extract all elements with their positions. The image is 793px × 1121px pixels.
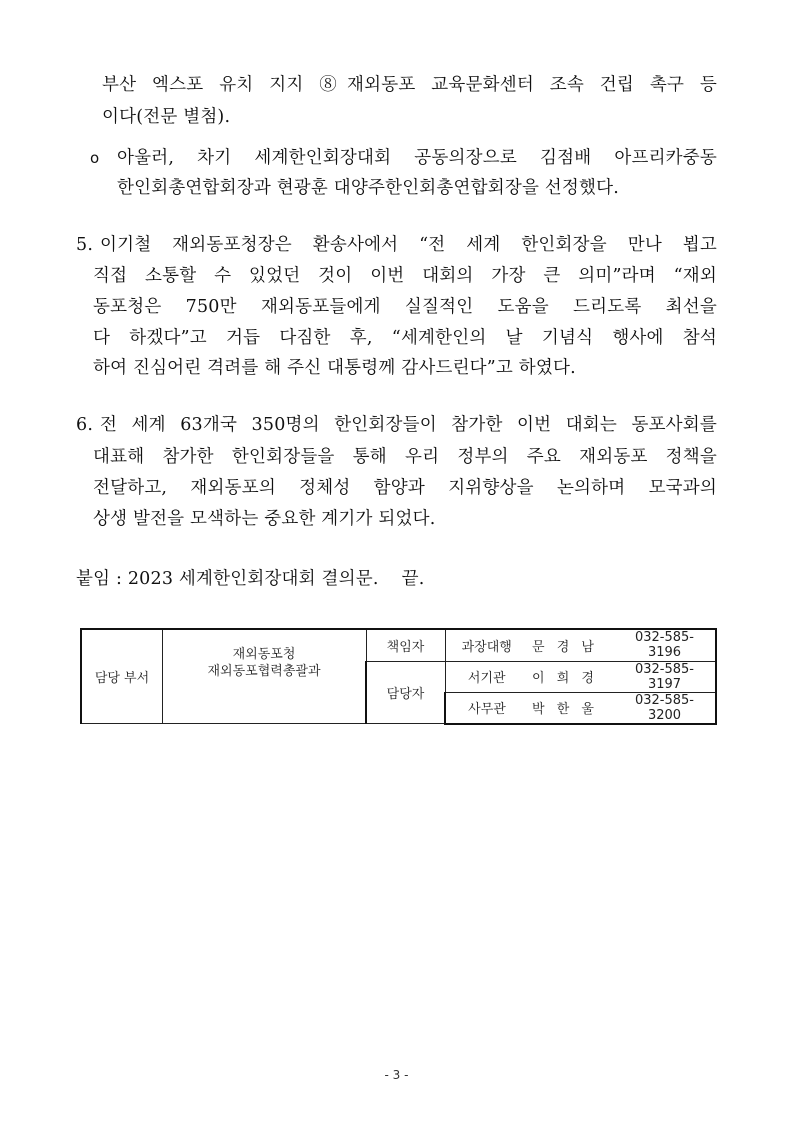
person-name: 이 희 경 bbox=[524, 661, 606, 692]
person-name: 박 한 울 bbox=[524, 692, 606, 724]
item-line: 동포청은 750만 재외동포들에게 실질적인 도움을 드리도록 최선을 bbox=[93, 297, 717, 317]
item-number: 6. bbox=[76, 415, 94, 435]
bullet-marker: o bbox=[90, 149, 100, 167]
item-line: 전달하고, 재외동포의 정체성 함양과 지위향상을 논의하며 모국과의 bbox=[93, 478, 717, 498]
item-line: 하여 진심어린 격려를 해 주신 대통령께 감사드린다”고 하였다. bbox=[93, 358, 576, 378]
dept-agency: 재외동포청 bbox=[232, 647, 296, 662]
position: 서기관 bbox=[445, 661, 524, 692]
position: 과장대행 bbox=[445, 629, 524, 661]
dept-division: 재외동포협력총괄과 bbox=[207, 664, 321, 679]
person-name: 문 경 남 bbox=[524, 629, 606, 661]
paragraph-line: 이다(전문 별첨). bbox=[102, 107, 231, 127]
staff-label: 담당자 bbox=[366, 661, 445, 724]
paragraph-line: 부산 엑스포 유치 지지 ⑧재외동포 교육문화센터 조속 건립 촉구 등 bbox=[102, 75, 717, 95]
position: 사무관 bbox=[445, 692, 524, 724]
phone-number: 032-585-3197 bbox=[606, 661, 716, 692]
bullet-line: 아울러, 차기 세계한인회장대회 공동의장으로 김점배 아프리카중동 bbox=[117, 148, 717, 168]
item-number: 5. bbox=[76, 235, 94, 255]
attachment-note: 붙임 : 2023 세계한인회장대회 결의문. 끝. bbox=[76, 569, 425, 589]
phone-number: 032-585-3196 bbox=[606, 629, 716, 661]
item-line: 다 하겠다”고 거듭 다짐한 후, “세계한인의 날 기념식 행사에 참석 bbox=[93, 328, 717, 348]
contact-table bbox=[80, 628, 717, 725]
phone-number: 032-585-3200 bbox=[606, 692, 716, 724]
bullet-line: 한인회총연합회장과 현광훈 대양주한인회총연합회장을 선정했다. bbox=[117, 178, 619, 198]
dept-name bbox=[163, 629, 367, 724]
dept-label: 담당 부서 bbox=[81, 629, 163, 724]
item-line: 이기철 재외동포청장은 환송사에서 “전 세계 한인회장을 만나 뵙고 bbox=[100, 235, 717, 255]
responsible-label: 책임자 bbox=[366, 629, 445, 661]
item-line: 전 세계 63개국 350명의 한인회장들이 참가한 이번 대회는 동포사회를 bbox=[100, 415, 717, 435]
page-number: - 3 - bbox=[384, 1068, 409, 1082]
item-line: 상생 발전을 모색하는 중요한 계기가 되었다. bbox=[93, 509, 436, 529]
item-line: 대표해 참가한 한인회장들을 통해 우리 정부의 주요 재외동포 정책을 bbox=[93, 447, 717, 467]
item-line: 직접 소통할 수 있었던 것이 이번 대회의 가장 큰 의미”라며 “재외 bbox=[93, 266, 717, 286]
